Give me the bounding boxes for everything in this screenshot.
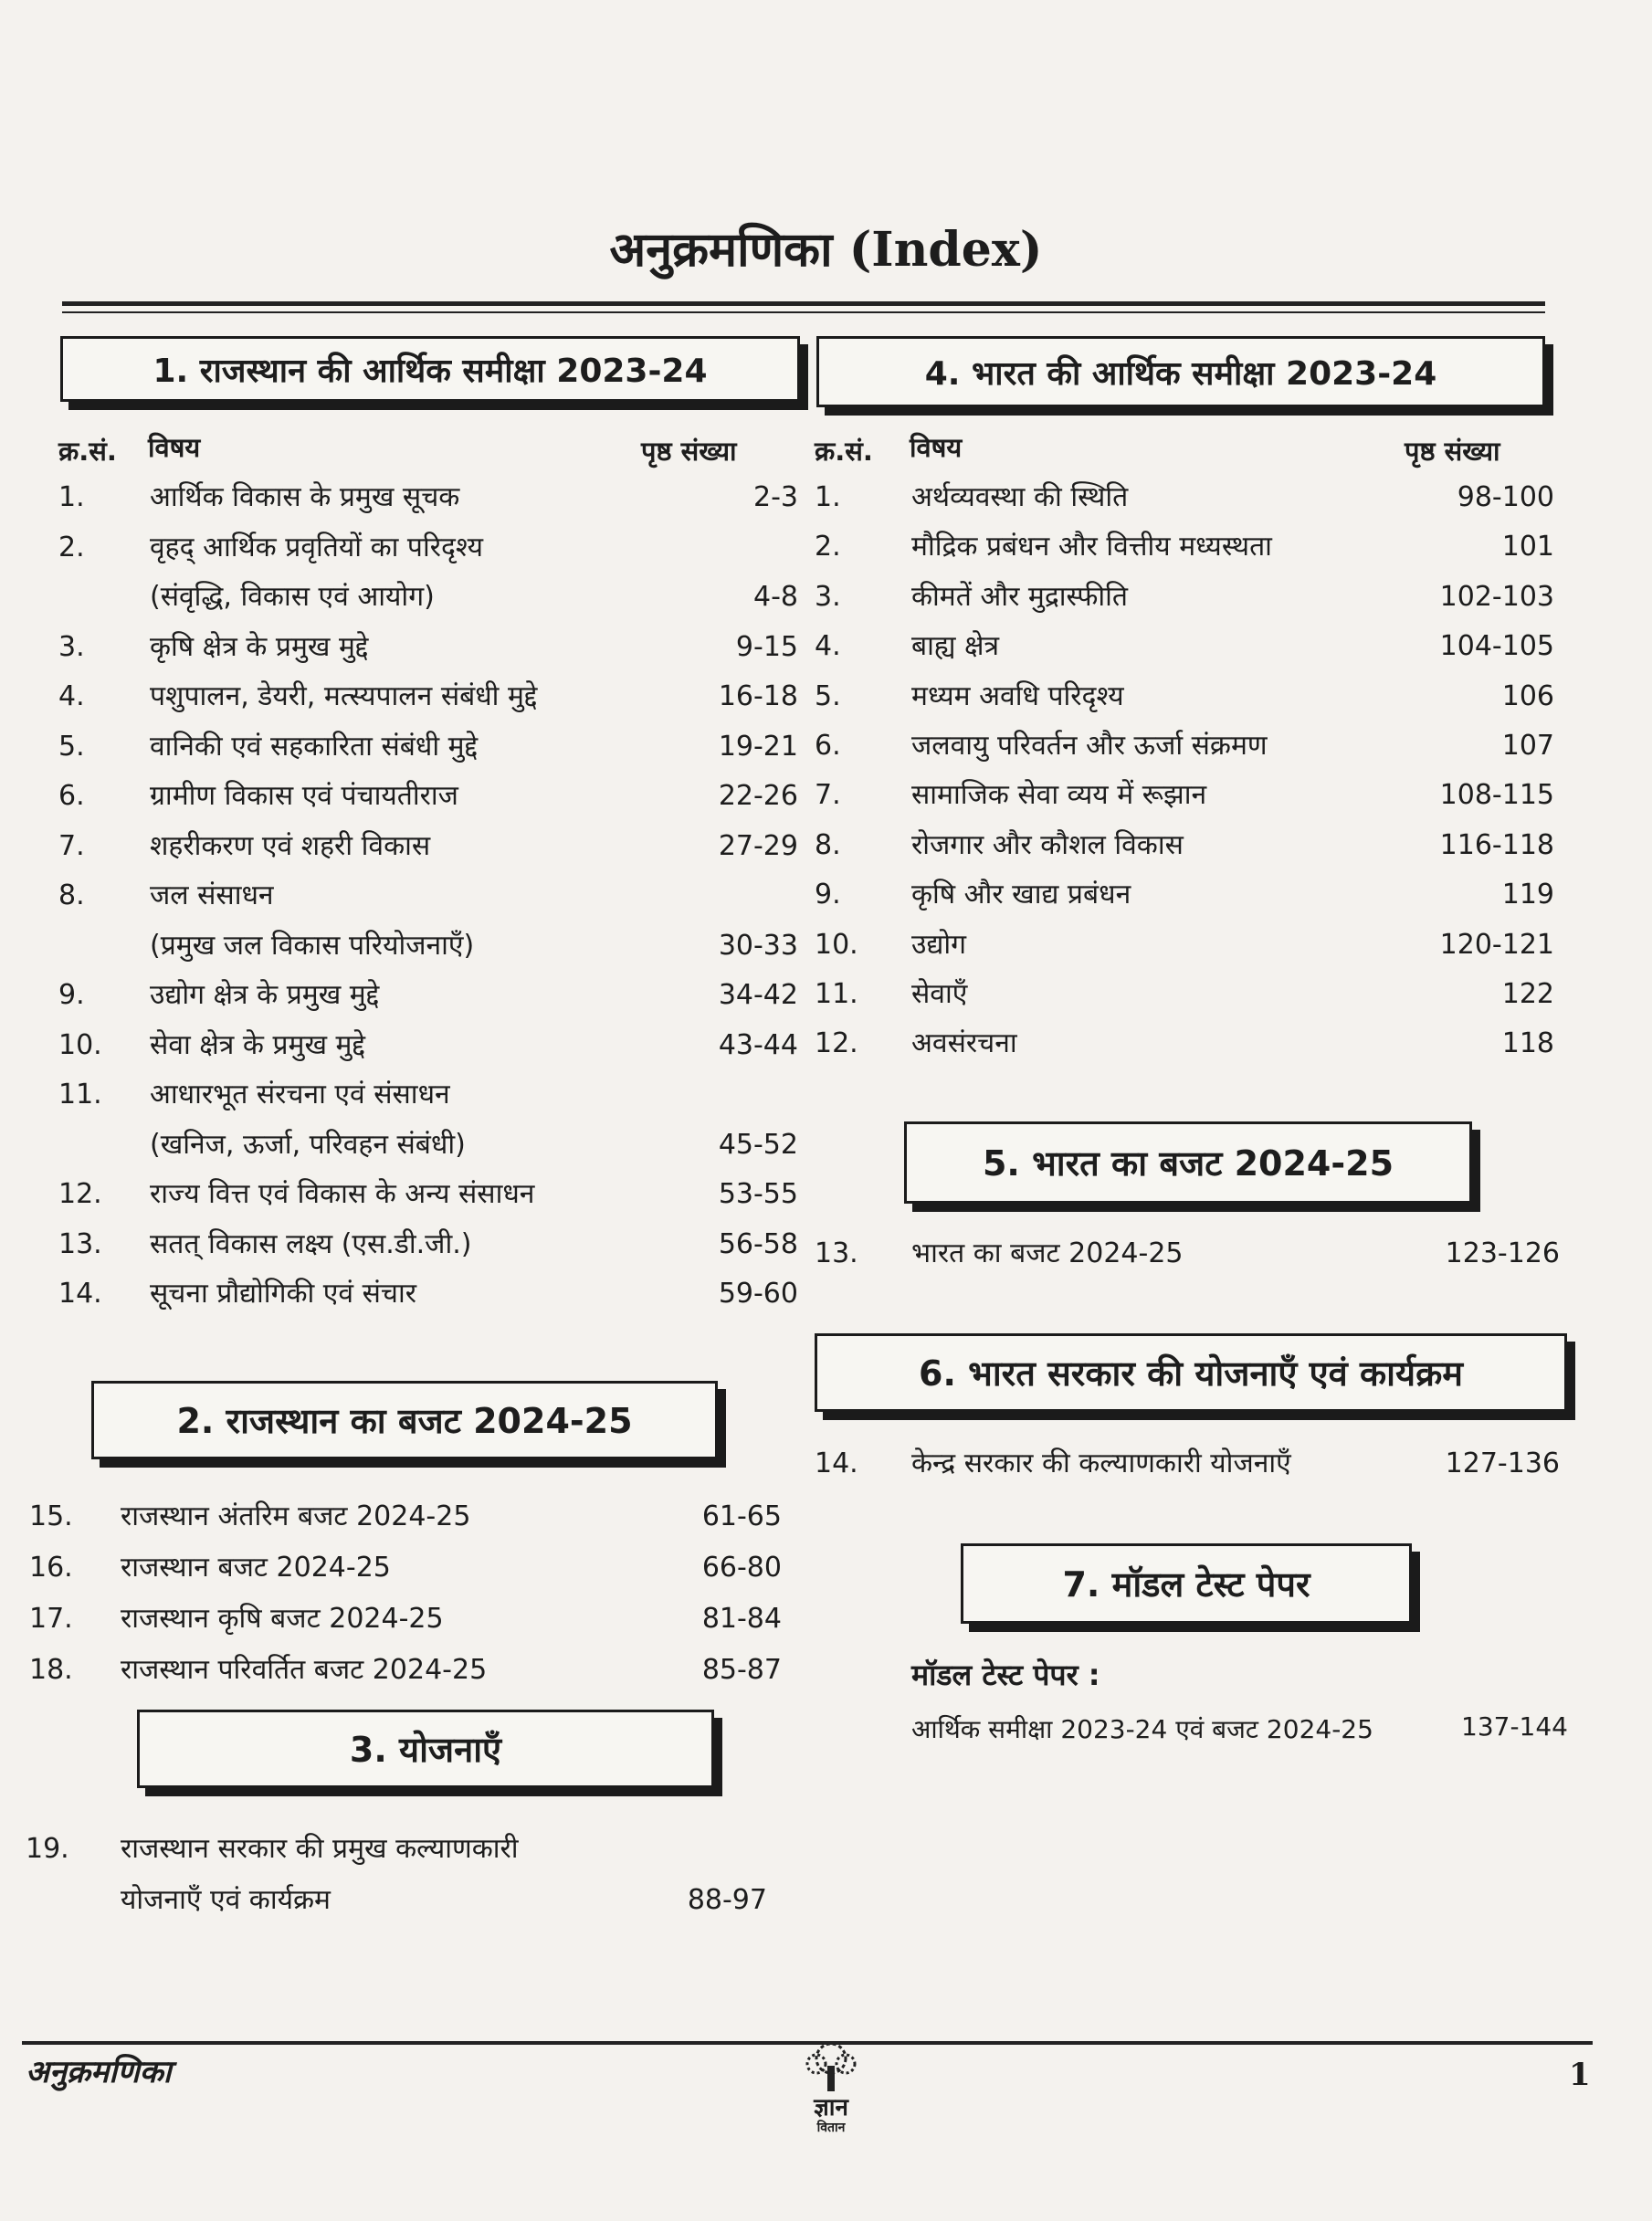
list-item: 14. केन्द्र सरकार की कल्याणकारी योजनाएँ 127-136	[815, 1447, 1560, 1479]
item-page: 108-115	[1439, 779, 1554, 812]
item-subject: कृषि और खाद्य प्रबंधन	[911, 879, 1131, 911]
item-subject: राजस्थान बजट 2024-25	[121, 1552, 391, 1584]
item-subject: उद्योग क्षेत्र के प्रमुख मुद्दे	[150, 979, 380, 1011]
list-item	[58, 1124, 798, 1166]
section-heading-model-test: 7. मॉडल टेस्ट पेपर	[961, 1543, 1412, 1624]
item-page: 102-103	[1439, 580, 1554, 613]
item-page: 104-105	[1439, 630, 1554, 663]
model-test-label: मॉडल टेस्ट पेपर :	[911, 1658, 1100, 1692]
item-number: 7.	[58, 829, 85, 862]
item-page: 43-44	[718, 1028, 798, 1061]
item-number: 11.	[58, 1079, 102, 1110]
item-page: 16-18	[718, 680, 798, 712]
item-subject: सेवाएँ	[911, 978, 968, 1010]
list-item	[58, 974, 798, 1016]
item-subject: जल संसाधन	[150, 879, 274, 911]
item-page: 98-100	[1457, 481, 1554, 513]
item-page: 22-26	[718, 780, 798, 812]
header-subject-right: विषय	[910, 432, 963, 463]
item-number: 3.	[58, 630, 85, 663]
list-item	[58, 925, 798, 967]
item-page: 107	[1501, 730, 1554, 762]
item-subject: (प्रमुख जल विकास परियोजनाएँ)	[150, 929, 475, 962]
list-item	[58, 626, 798, 668]
item-subject: राजस्थान कृषि बजट 2024-25	[121, 1603, 444, 1635]
item-number: 1.	[58, 481, 85, 513]
item-subject: वृहद् आर्थिक प्रवृतियों का परिदृश्य	[150, 531, 484, 563]
list-item	[29, 1547, 782, 1589]
item-number: 18.	[29, 1654, 73, 1686]
item-subject: (खनिज, ऊर्जा, परिवहन संबंधी)	[150, 1128, 466, 1161]
list-item	[815, 974, 1554, 1016]
item-number: 4.	[815, 630, 841, 663]
item-subject: राजस्थान सरकार की प्रमुख कल्याणकारी	[121, 1833, 519, 1865]
item-number: 9.	[58, 979, 85, 1011]
title-rule-thin	[62, 311, 1545, 313]
list-item	[58, 1174, 798, 1216]
item-subject: सामाजिक सेवा व्यय में रूझान	[911, 779, 1207, 812]
item-number: 1.	[815, 481, 841, 513]
item-page: 81-84	[701, 1603, 782, 1635]
item-number: 12.	[815, 1027, 858, 1060]
item-page: 66-80	[701, 1552, 782, 1584]
item-subject: सूचना प्रौद्योगिकी एवं संचार	[150, 1278, 416, 1310]
item-number: 7.	[815, 779, 841, 812]
header-page: पृष्ठ संख्या	[641, 436, 737, 467]
item-number: 13.	[58, 1227, 102, 1260]
item-subject: सतत् विकास लक्ष्य (एस.डी.जी.)	[150, 1227, 472, 1260]
item-number: 11.	[815, 978, 858, 1010]
item-subject: राज्य वित्त एवं विकास के अन्य संसाधन	[150, 1178, 535, 1210]
item-page: 85-87	[701, 1654, 782, 1686]
list-item	[29, 1598, 782, 1640]
list-item	[29, 1496, 782, 1538]
item-number: 2.	[58, 531, 85, 563]
list-item	[26, 1879, 767, 1921]
item-subject: शहरीकरण एवं शहरी विकास	[150, 829, 431, 862]
title-rule	[62, 301, 1545, 306]
list-item	[815, 576, 1554, 618]
list-item	[58, 1025, 798, 1067]
tree-icon	[785, 2038, 877, 2093]
list-item	[58, 676, 798, 718]
item-subject: सेवा क्षेत्र के प्रमुख मुद्दे	[150, 1028, 365, 1061]
item-page: 59-60	[718, 1278, 798, 1310]
item-page: 9-15	[735, 630, 798, 663]
item-page: 88-97	[687, 1884, 767, 1916]
item-subject: मौद्रिक प्रबंधन और वित्तीय मध्यस्थता	[911, 531, 1272, 563]
item-number: 3.	[815, 580, 841, 613]
section-heading-india-survey: 4. भारत की आर्थिक समीक्षा 2023-24	[816, 336, 1545, 407]
page-number: 1	[1569, 2057, 1591, 2093]
item-subject: वानिकी एवं सहकारिता संबंधी मुद्दे	[150, 730, 479, 763]
item-number: 8.	[815, 828, 841, 861]
item-number: 6.	[58, 780, 85, 812]
page-title: अनुक्रमणिका (Index)	[609, 222, 1043, 278]
section-heading-india-budget: 5. भारत का बजट 2024-25	[904, 1121, 1472, 1204]
item-page: 2-3	[753, 481, 798, 513]
item-number: 17.	[29, 1603, 73, 1635]
item-subject: ग्रामीण विकास एवं पंचायतीराज	[150, 780, 458, 812]
list-item	[815, 874, 1554, 916]
item-page: 4-8	[753, 581, 798, 613]
item-page: 119	[1501, 879, 1554, 911]
list-item	[815, 924, 1554, 966]
logo-text-bottom: वितान	[816, 2121, 846, 2135]
item-subject: आर्थिक विकास के प्रमुख सूचक	[150, 481, 460, 513]
item-number: 6.	[815, 730, 841, 762]
item-subject: आधारभूत संरचना एवं संसाधन	[150, 1079, 450, 1110]
item-subject: बाह्य क्षेत्र	[911, 630, 1000, 663]
list-item	[58, 477, 798, 519]
list-item	[58, 1273, 798, 1315]
item-number: 5.	[815, 679, 841, 712]
item-subject: अवसंरचना	[911, 1027, 1017, 1060]
list-item	[815, 825, 1554, 867]
list-item	[815, 626, 1554, 668]
item-page: 30-33	[718, 929, 798, 962]
list-item	[58, 576, 798, 618]
item-subject: अर्थव्यवस्था की स्थिति	[911, 481, 1129, 513]
list-item	[815, 526, 1554, 568]
item-number: 2.	[815, 531, 841, 563]
list-item	[58, 1224, 798, 1266]
item-subject: पशुपालन, डेयरी, मत्स्यपालन संबंधी मुद्दे	[150, 680, 538, 712]
item-subject: जलवायु परिवर्तन और ऊर्जा संक्रमण	[911, 730, 1268, 762]
list-item	[815, 477, 1554, 519]
item-page: 27-29	[718, 829, 798, 862]
list-item	[58, 875, 798, 917]
list-item	[815, 1023, 1554, 1065]
item-page: 56-58	[718, 1227, 798, 1260]
item-number: 19.	[26, 1833, 69, 1865]
list-item	[58, 726, 798, 768]
list-item: 13. भारत का बजट 2024-25 123-126	[815, 1237, 1560, 1269]
item-number: 10.	[58, 1028, 102, 1061]
item-page: 45-52	[718, 1128, 798, 1161]
item-number: 15.	[29, 1500, 73, 1532]
list-item	[26, 1828, 767, 1870]
header-sno-right: क्र.सं.	[815, 436, 873, 467]
list-item	[58, 527, 798, 569]
item-page: 106	[1501, 679, 1554, 712]
item-page: 120-121	[1439, 928, 1554, 961]
item-page: 53-55	[718, 1178, 798, 1210]
list-item	[58, 1074, 798, 1116]
list-item	[815, 725, 1554, 767]
item-number: 14.	[58, 1278, 102, 1310]
list-item	[58, 775, 798, 817]
item-subject: उद्योग	[911, 928, 966, 961]
model-test-description: आर्थिक समीक्षा 2023-24 एवं बजट 2024-25	[911, 1714, 1373, 1744]
model-test-page: 137-144	[1461, 1711, 1568, 1742]
footer-title: अनुक्रमणिका	[26, 2054, 172, 2090]
list-item	[29, 1649, 782, 1691]
item-subject: रोजगार और कौशल विकास	[911, 828, 1184, 861]
section-heading-rajasthan-survey: 1. राजस्थान की आर्थिक समीक्षा 2023-24	[60, 336, 800, 402]
item-subject: (संवृद्धि, विकास एवं आयोग)	[150, 581, 435, 613]
section-heading-gov-schemes: 6. भारत सरकार की योजनाएँ एवं कार्यक्रम	[815, 1333, 1567, 1412]
list-item	[58, 826, 798, 868]
item-subject: कीमतें और मुद्रास्फीति	[911, 580, 1128, 613]
item-page: 19-21	[718, 730, 798, 763]
item-subject: कृषि क्षेत्र के प्रमुख मुद्दे	[150, 630, 369, 663]
item-page: 61-65	[701, 1500, 782, 1532]
logo-text-top: ज्ञान	[814, 2094, 848, 2121]
item-subject: राजस्थान अंतरिम बजट 2024-25	[121, 1500, 471, 1532]
item-page: 34-42	[718, 979, 798, 1011]
section-heading-rajasthan-budget: 2. राजस्थान का बजट 2024-25	[91, 1381, 718, 1459]
item-subject: योजनाएँ एवं कार्यक्रम	[121, 1884, 331, 1916]
item-page: 101	[1501, 531, 1554, 563]
item-number: 4.	[58, 680, 85, 712]
publisher-logo	[785, 2038, 877, 2139]
list-item	[815, 676, 1554, 718]
item-number: 12.	[58, 1178, 102, 1210]
item-number: 5.	[58, 730, 85, 763]
item-page: 122	[1501, 978, 1554, 1010]
item-number: 8.	[58, 879, 85, 911]
item-number: 16.	[29, 1552, 73, 1584]
item-subject: राजस्थान परिवर्तित बजट 2024-25	[121, 1654, 488, 1686]
item-number: 10.	[815, 928, 858, 961]
item-page: 118	[1501, 1027, 1554, 1060]
item-subject: मध्यम अवधि परिदृश्य	[911, 679, 1124, 712]
item-number: 9.	[815, 879, 841, 911]
header-page-right: पृष्ठ संख्या	[1405, 436, 1500, 467]
list-item	[815, 774, 1554, 816]
header-sno: क्र.सं.	[58, 436, 117, 467]
header-subject: विषय	[148, 432, 201, 463]
section-heading-schemes: 3. योजनाएँ	[137, 1710, 714, 1788]
item-page: 116-118	[1439, 828, 1554, 861]
